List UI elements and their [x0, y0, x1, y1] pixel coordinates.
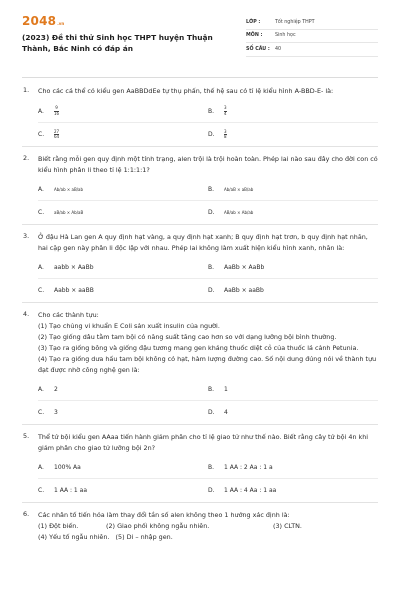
option-text: 1 AA : 2 Aa : 1 a	[224, 463, 273, 471]
option-letter: D.	[208, 209, 215, 216]
divider	[22, 77, 378, 78]
meta-key: MÔN :	[246, 33, 263, 39]
question-6	[22, 503, 378, 543]
option-letter: A.	[38, 385, 44, 393]
question-1	[22, 82, 378, 147]
option-letter: C.	[38, 131, 45, 138]
question-5	[22, 425, 378, 503]
option-c[interactable]	[38, 279, 208, 302]
option-text: AaBb × AaBb	[224, 263, 265, 271]
brand-logo[interactable]	[22, 14, 232, 28]
option-letter: D.	[208, 487, 215, 494]
question-number: 3.	[23, 232, 30, 240]
question-text	[38, 310, 378, 376]
fraction	[224, 130, 227, 140]
numerator: 9	[55, 105, 58, 110]
option-letter: A.	[38, 463, 44, 471]
option-c[interactable]	[38, 479, 208, 502]
question-text: Ở đậu Hà Lan gen A quy định hạt vàng, a quy định hạt xanh; B quy định hạt trơn, b quy định hạt nhăn, hai cặp gen này phân li độc lập với nhau. Phép lai không làm xuất hiện kiểu hình xanh, nhăn là:	[38, 233, 368, 252]
option-letter: C.	[38, 209, 45, 216]
option-c[interactable]	[38, 123, 208, 146]
option-text: Ab/aB × aB/ab	[224, 186, 254, 192]
statement: (3) CLTN.	[273, 522, 302, 530]
option-text: 1	[224, 385, 228, 393]
question-line: (1) Tạo chủng vi khuẩn E Coli sản xuất insulin của người.	[38, 322, 220, 330]
question-line: Cho các thành tựu:	[38, 311, 99, 319]
question-number: 2.	[23, 154, 30, 162]
question-head	[22, 154, 378, 176]
denominator: 16	[54, 110, 60, 116]
question-3	[22, 225, 378, 303]
question-4	[22, 303, 378, 425]
option-b[interactable]	[208, 456, 378, 479]
meta-value: Sinh học	[275, 33, 296, 39]
option-letter: B.	[208, 463, 215, 471]
fraction	[224, 106, 227, 116]
option-letter: C.	[38, 287, 45, 294]
option-letter: C.	[38, 487, 45, 494]
question-2	[22, 147, 378, 225]
option-text: aB/ab × Ab/aB	[54, 210, 84, 215]
statement: (2) Giao phối không ngẫu nhiên.	[106, 522, 210, 530]
option-a[interactable]	[38, 256, 208, 279]
option-a[interactable]	[38, 178, 208, 201]
question-head	[22, 310, 378, 376]
option-a[interactable]	[38, 378, 208, 401]
logo-text: 2048	[22, 14, 57, 28]
option-text: 1 AA : 1 aa	[54, 487, 88, 494]
question-line	[38, 521, 378, 532]
question-text: Biết rằng mỗi gen quy định một tính trạng, alen trội là trội hoàn toàn. Phép lai nào sau đây cho đời con có kiểu hình phân li theo tỉ lệ 1:1:1:1?	[38, 155, 378, 174]
options	[38, 100, 378, 146]
option-d[interactable]	[208, 279, 378, 302]
options	[38, 456, 378, 502]
question-number: 6.	[23, 510, 30, 518]
option-text: 1 AA : 4 Aa : 1 aa	[224, 487, 277, 494]
option-letter: A.	[38, 107, 44, 115]
numerator: 27	[54, 128, 60, 134]
option-d[interactable]	[208, 479, 378, 502]
option-text: aabb × AaBb	[54, 263, 94, 271]
question-line: (4) Tạo ra giống dưa hấu tam bội không có hạt, hàm lượng đường cao. Số nội dung đúng nói về thành tựu đạt được nhờ công nghệ gen là:	[38, 355, 377, 374]
question-line: Các nhân tố tiến hóa làm thay đổi tần số alen không theo 1 hướng xác định là:	[38, 511, 290, 519]
question-text: Thể tứ bội kiểu gen AAaa tiến hành giảm phân cho tỉ lệ giao tử như thế nào. Biết rằng cây tứ bội 4n khi giảm phân cho giao tử lưỡng bội 2n?	[38, 433, 369, 452]
denominator: 8	[224, 134, 227, 139]
option-c[interactable]	[38, 401, 208, 424]
option-text: Ab/ab × aB/ab	[54, 186, 84, 192]
option-letter: A.	[38, 263, 44, 271]
question-line: (3) Tạo ra giống bông và giống đậu tương mang gen kháng thuốc diệt cỏ của thuốc lá cảnh Petunia.	[38, 344, 359, 352]
meta-key: LỚP :	[246, 19, 261, 25]
option-d[interactable]	[208, 401, 378, 424]
exam-meta	[246, 16, 378, 57]
option-text: 100% Aa	[54, 463, 81, 471]
statement: (1) Đột biến.	[38, 522, 79, 530]
option-letter: C.	[38, 409, 45, 416]
meta-key: SỐ CÂU :	[246, 46, 270, 52]
option-text: Aabb × aaBB	[54, 287, 94, 294]
options	[38, 378, 378, 424]
question-head	[22, 232, 378, 254]
numerator: 3	[224, 128, 227, 134]
options	[38, 256, 378, 302]
question-head	[22, 86, 378, 97]
fraction	[54, 130, 59, 140]
option-letter: B.	[208, 385, 215, 393]
option-d[interactable]	[208, 201, 378, 224]
question-text	[38, 510, 378, 543]
option-letter: D.	[208, 287, 215, 294]
header-left	[22, 14, 232, 54]
option-letter: A.	[38, 185, 44, 193]
question-list	[22, 82, 378, 543]
option-b[interactable]	[208, 256, 378, 279]
option-c[interactable]	[38, 201, 208, 224]
option-letter: D.	[208, 409, 215, 416]
option-a[interactable]	[38, 456, 208, 479]
option-b[interactable]	[208, 100, 378, 123]
option-text: AaBb × aaBb	[224, 287, 264, 294]
option-text: 4	[224, 409, 228, 416]
meta-value: 40	[275, 46, 282, 52]
question-number: 4.	[23, 310, 30, 318]
options	[38, 178, 378, 224]
numerator: 3	[224, 105, 227, 110]
question-text: Cho các cá thể có kiểu gen AaBBDdEe tự thụ phấn, thế hệ sau có tỉ lệ kiểu hình A-BBD-E- là:	[38, 87, 334, 95]
meta-row-subject	[246, 30, 378, 44]
option-b[interactable]	[208, 178, 378, 201]
fraction	[54, 106, 59, 116]
option-letter: B.	[208, 185, 215, 193]
option-letter: D.	[208, 131, 215, 138]
denominator: 64	[54, 134, 60, 139]
meta-row-count	[246, 43, 378, 57]
question-head	[22, 432, 378, 454]
logo-suffix: .vn	[57, 21, 65, 26]
meta-value: Tốt nghiệp THPT	[275, 19, 315, 25]
option-letter: B.	[208, 107, 215, 115]
option-text: 2	[54, 385, 58, 393]
option-text: AB/ab × Ab/ab	[224, 210, 254, 215]
question-number: 1.	[23, 86, 30, 94]
question-line: (2) Tạo giống dâu tằm tam bội có năng suất tăng cao hơn so với dạng lưỡng bội bình thường.	[38, 333, 337, 341]
option-letter: B.	[208, 263, 215, 271]
question-number: 5.	[23, 432, 30, 440]
option-text: 3	[54, 409, 58, 416]
question-head	[22, 510, 378, 543]
header	[22, 14, 378, 57]
meta-row-class	[246, 16, 378, 30]
question-line: (4) Yếu tố ngẫu nhiên. (5) Di – nhập gen.	[38, 533, 173, 541]
option-a[interactable]	[38, 100, 208, 123]
denominator: 4	[224, 110, 227, 116]
option-b[interactable]	[208, 378, 378, 401]
document-title: (2023) Đề thi thử Sinh học THPT huyện Thuận Thành, Bắc Ninh có đáp án	[22, 33, 213, 53]
option-d[interactable]	[208, 123, 378, 146]
